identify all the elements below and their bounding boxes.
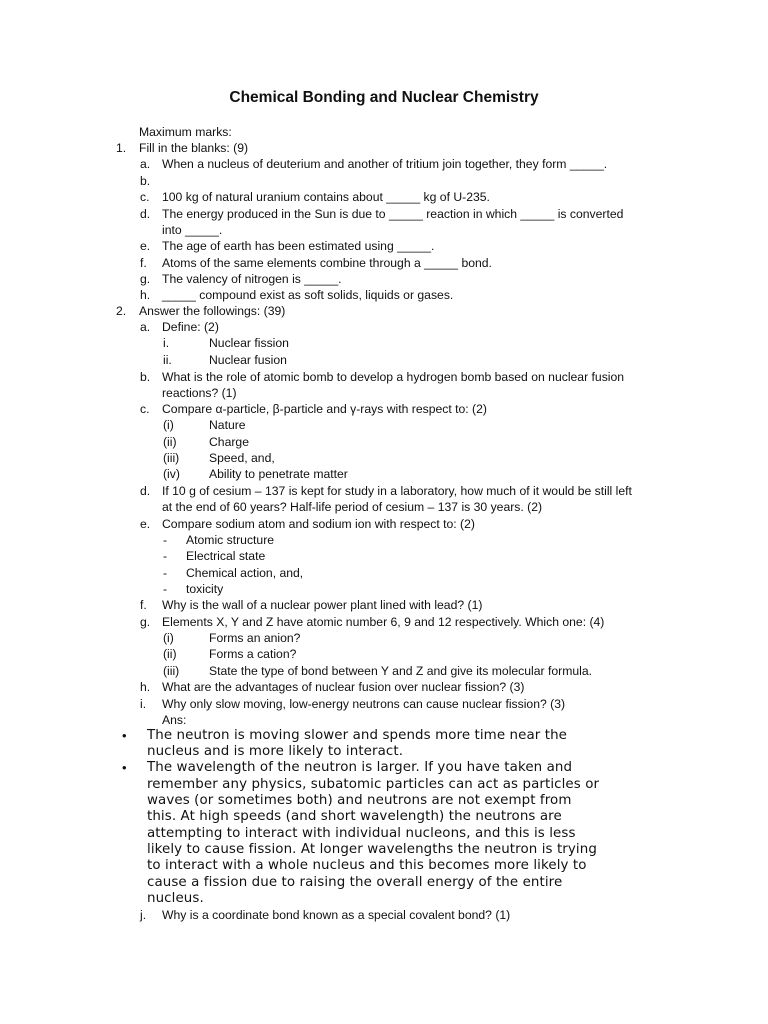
answer-bullet-2-line-3: waves (or sometimes both) and neutrons are not exempt from <box>147 793 572 808</box>
q1-heading: Fill in the blanks: (9) <box>139 141 249 155</box>
answer-bullet-2-line-1: The wavelength of the neutron is larger. If you have taken and <box>147 760 573 775</box>
q2-heading: Answer the followings: (39) <box>139 304 286 318</box>
q2e-sub3-text: Chemical action, and, <box>186 566 304 580</box>
q1c-text: 100 kg of natural uranium contains about _____ kg of U-235. <box>162 190 490 204</box>
q2c-sub3-text: Speed, and, <box>209 451 275 465</box>
q2g-sub3-text: State the type of bond between Y and Z and give its molecular formula. <box>209 664 593 678</box>
q1c-marker: c. <box>140 190 150 204</box>
answer-bullet-2-line-4: this. At high speeds (and short wavelength) the neutrons are <box>147 809 562 824</box>
q2e-sub4-marker: - <box>163 582 168 596</box>
q2c-sub2-text: Charge <box>209 435 249 449</box>
q2c-sub3-marker: (iii) <box>163 451 180 465</box>
q1f-text: Atoms of the same elements combine through a _____ bond. <box>162 256 492 270</box>
answer-bullet-1-line-2: nucleus and is more likely to interact. <box>147 744 404 759</box>
q2c-marker: c. <box>140 402 150 416</box>
q2d-text: If 10 g of cesium – 137 is kept for study in a laboratory, how much of it would be still left <box>162 484 632 498</box>
q1f-marker: f. <box>140 256 147 270</box>
answer-bullet-2-line-5: attempting to interact with individual nucleons, and this is less <box>147 826 576 841</box>
q2a-sub1-marker: i. <box>163 336 170 350</box>
answer-bullet-1-marker: • <box>122 728 127 743</box>
q2d-text-cont: at the end of 60 years? Half-life period of cesium – 137 is 30 years. (2) <box>162 500 543 514</box>
max-marks: Maximum marks: <box>139 125 232 139</box>
q2c-sub4-text: Ability to penetrate matter <box>209 467 348 481</box>
q2b-text-cont: reactions? (1) <box>162 386 237 400</box>
q1g-text: The valency of nitrogen is _____. <box>162 272 342 286</box>
q2e-sub1-marker: - <box>163 533 168 547</box>
q2c-text: Compare α-particle, β-particle and γ-rays with respect to: (2) <box>162 402 487 416</box>
q1h-text: _____ compound exist as soft solids, liquids or gases. <box>162 288 454 302</box>
q1e-marker: e. <box>140 239 151 253</box>
q2h-marker: h. <box>140 680 151 694</box>
q2g-sub1-marker: (i) <box>163 631 174 645</box>
q2g-sub1-text: Forms an anion? <box>209 631 301 645</box>
q2c-sub1-marker: (i) <box>163 418 174 432</box>
q1h-marker: h. <box>140 288 151 302</box>
q2c-sub1-text: Nature <box>209 418 246 432</box>
q2b-marker: b. <box>140 370 151 384</box>
answer-bullet-2-line-7: to interact with a whole nucleus and this becomes more likely to <box>147 858 587 873</box>
q2a-text: Define: (2) <box>162 320 219 334</box>
q1e-text: The age of earth has been estimated using _____. <box>162 239 435 253</box>
q2g-sub2-text: Forms a cation? <box>209 647 297 661</box>
q2e-marker: e. <box>140 517 151 531</box>
answer-bullet-2-line-2: remember any physics, subatomic particles can act as particles or <box>147 777 600 792</box>
q2e-sub2-marker: - <box>163 549 168 563</box>
q2h-text: What are the advantages of nuclear fusion over nuclear fission? (3) <box>162 680 525 694</box>
q2g-marker: g. <box>140 615 151 629</box>
q1b-marker: b. <box>140 174 151 188</box>
q1d-text: The energy produced in the Sun is due to _____ reaction in which _____ is converted <box>162 207 624 221</box>
q2e-sub1-text: Atomic structure <box>186 533 275 547</box>
q2j-text: Why is a coordinate bond known as a special covalent bond? (1) <box>162 908 511 922</box>
q2i-text: Why only slow moving, low-energy neutrons can cause nuclear fission? (3) <box>162 697 566 711</box>
answer-bullet-2-marker: • <box>122 760 127 775</box>
q2e-sub3-marker: - <box>163 566 168 580</box>
q1g-marker: g. <box>140 272 151 286</box>
q2a-sub1-text: Nuclear fission <box>209 336 289 350</box>
answer-bullet-2-line-8: cause a fission due to raising the overall energy of the entire <box>147 875 563 890</box>
q1-number: 1. <box>116 141 127 155</box>
q2a-sub2-marker: ii. <box>163 353 172 367</box>
q2c-sub2-marker: (ii) <box>163 435 177 449</box>
q2b-text: What is the role of atomic bomb to develop a hydrogen bomb based on nuclear fusion <box>162 370 625 384</box>
q2d-marker: d. <box>140 484 151 498</box>
q1d-text-cont: into _____. <box>162 223 223 237</box>
q2a-sub2-text: Nuclear fusion <box>209 353 287 367</box>
q2c-sub4-marker: (iv) <box>163 467 180 481</box>
q1d-marker: d. <box>140 207 151 221</box>
q2i-answer-label: Ans: <box>162 713 187 727</box>
q2e-text: Compare sodium atom and sodium ion with respect to: (2) <box>162 517 475 531</box>
q2i-marker: i. <box>140 697 147 711</box>
q1a-marker: a. <box>140 157 151 171</box>
q2e-sub2-text: Electrical state <box>186 549 266 563</box>
answer-bullet-2-line-6: likely to cause fission. At longer wavelengths the neutron is trying <box>147 842 597 857</box>
q2g-sub2-marker: (ii) <box>163 647 177 661</box>
q2j-marker: j. <box>140 908 147 922</box>
q2f-marker: f. <box>140 598 147 612</box>
answer-bullet-1-line-1: The neutron is moving slower and spends more time near the <box>147 728 567 743</box>
answer-bullet-2-line-9: nucleus. <box>147 891 204 906</box>
q2-number: 2. <box>116 304 127 318</box>
q2g-text: Elements X, Y and Z have atomic number 6, 9 and 12 respectively. Which one: (4) <box>162 615 605 629</box>
page-title: Chemical Bonding and Nuclear Chemistry <box>229 89 539 106</box>
q2f-text: Why is the wall of a nuclear power plant lined with lead? (1) <box>162 598 483 612</box>
q2e-sub4-text: toxicity <box>186 582 224 596</box>
q1a-text: When a nucleus of deuterium and another of tritium join together, they form _____. <box>162 157 608 171</box>
q2g-sub3-marker: (iii) <box>163 664 180 678</box>
q2a-marker: a. <box>140 320 151 334</box>
